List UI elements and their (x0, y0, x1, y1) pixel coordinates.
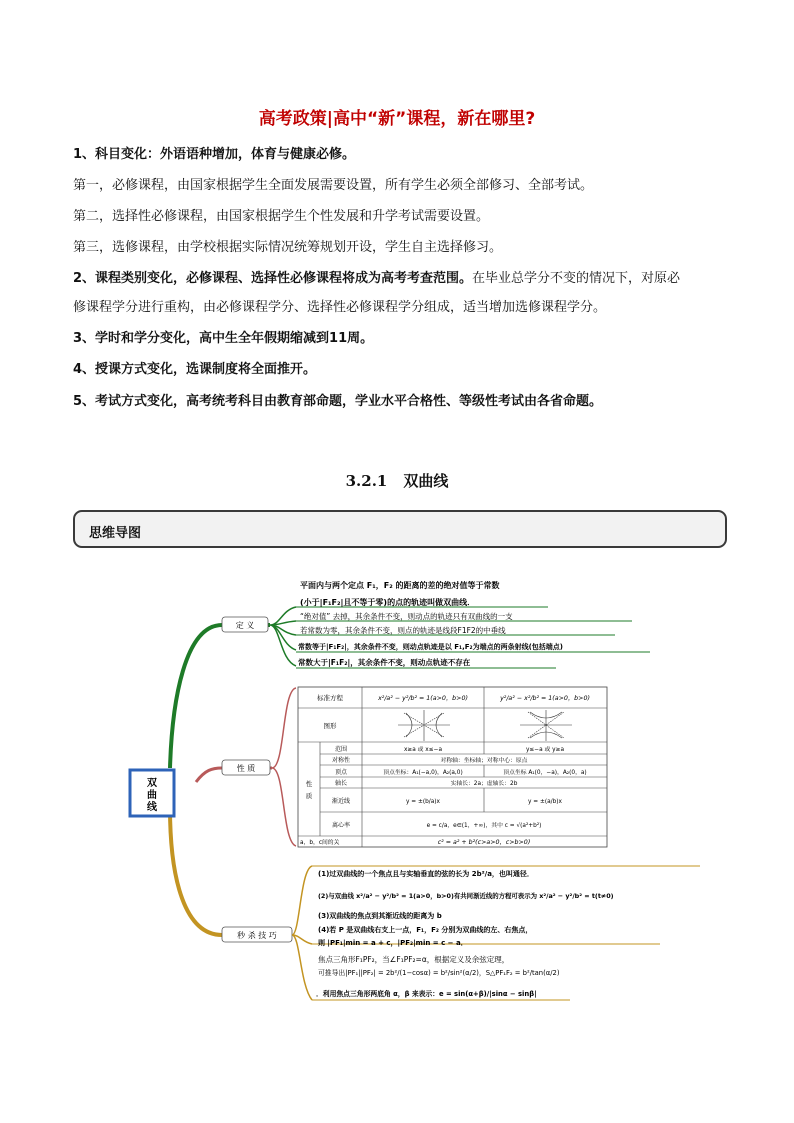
table-row-value-alt: 顶点坐标 A₁(0，−a)，A₂(0，a) (503, 770, 587, 776)
page-title: 高考政策|高中“新”课程，新在哪里? (258, 109, 536, 129)
table-eq1: x²/a² − y²/b² = 1(a>0，b>0) (378, 695, 468, 702)
skill-line-1: (1)过双曲线的一个焦点且与实轴垂直的弦的长为 2b²/a，也叫通径． (318, 870, 534, 878)
table-row-value: 对称轴：坐标轴；对称中心：原点 (440, 758, 528, 764)
skill-line-8: ．利用焦点三角形两底角 α，β 来表示：e = sin(α+β)/|sinα − sinβ| (316, 990, 537, 998)
paragraph-6-text: 修课程学分进行重构，由必修课程学分、选择性必修课程学分组成，适当增加选修课程学分。 (73, 300, 607, 315)
skill-line-5: 则 |PF₁|min = a + c，|PF₂|min = c − a． (318, 939, 468, 947)
center-node-char3: 线 (147, 802, 157, 813)
table-row-value-alt: y≤−a 或 y≥a (525, 747, 565, 753)
skill-line-4: (4)若 P 是双曲线右支上一点，F₁，F₂ 分别为双曲线的左、右焦点， (318, 926, 533, 934)
skill-line-7: 可推导出|PF₁||PF₂| = 2b²/(1−cosα) = b²/sin²(α/2)，S△PF₁F₂ = b²/tan(α/2) (318, 969, 560, 977)
center-node-char1: 双 (147, 778, 157, 789)
branch-skill-curve (170, 808, 290, 935)
def-line-2: (小于|F₁F₂|且不等于零)的点的轨迹叫做双曲线． (300, 598, 476, 607)
table-row-value: 实轴长：2a；虚轴长：2b (450, 781, 518, 787)
table-graph-label: 图形 (323, 722, 337, 730)
paragraph-5-rest: 在毕业总学分不变的情况下，对原必 (472, 271, 681, 286)
section-title: 双曲线 (403, 472, 449, 490)
skill-fan (292, 866, 312, 1000)
table-row-value: y = ±(b/a)x (406, 799, 440, 805)
branch-def-curve (170, 625, 270, 768)
prop-bracket (272, 688, 296, 846)
table-row-name: 顶点 (334, 769, 348, 776)
skill-line-6: 焦点三角形F₁PF₂，当∠F₁PF₂=α，根据定义及余弦定理， (318, 955, 510, 964)
table-row-name: 对称性 (331, 757, 351, 764)
def-line-4: 若常数为零，其余条件不变，则点的轨迹是线段F1F2的中垂线 (300, 626, 506, 635)
table-eq2: y²/a² − x²/b² = 1(a>0，b>0) (500, 695, 590, 702)
table-row-name: 轴长 (334, 780, 348, 787)
table-row-value: x≥a 或 x≤−a (403, 747, 443, 753)
paragraph-2-text: 第一，必修课程，由国家根据学生全面发展需要设置，所有学生必须全部修习、全部考试。 (73, 178, 594, 193)
table-row-name: 离心率 (331, 822, 351, 829)
table-last-val: c² = a² + b²(c>a>0，c>b>0) (437, 839, 531, 846)
table-row-value-alt: y = ±(a/b)x (528, 799, 562, 805)
section-number: 3.2.1 (345, 472, 388, 490)
paragraph-1-text: 1、科目变化：外语语种增加，体育与健康必修。 (73, 147, 356, 162)
def-line-6: 常数大于|F₁F₂|，其余条件不变，则动点轨迹不存在 (298, 658, 471, 667)
def-fan (270, 607, 296, 666)
table-side-label-char2: 质 (305, 792, 313, 800)
paragraph-7-text: 3、学时和学分变化，高中生全年假期缩减到11周。 (73, 331, 374, 346)
def-line-3: “绝对值” 去掉，其余条件不变，则动点的轨迹只有双曲线的一支 (300, 612, 513, 621)
table-side-label: 性 (305, 780, 313, 788)
branch-skill-label: 秒 杀 技 巧 (237, 931, 277, 940)
table-row-name: 渐近线 (331, 798, 351, 805)
table-row-value: e = c/a，e∈(1，+∞)，其中 c = √(a²+b²) (426, 823, 542, 829)
mindmap-header-label: 思维导图 (89, 526, 142, 541)
paragraph-8-text: 4、授课方式变化，选课制度将全面推开。 (73, 362, 317, 377)
table-last-name: a，b，c间的关 (300, 840, 340, 846)
def-line-1: 平面内与两个定点 F₁，F₂ 的距离的差的绝对值等于常数 (300, 581, 500, 590)
skill-line-3: (3)双曲线的焦点到其渐近线的距离为 b (318, 912, 442, 920)
paragraph-9-text: 5、考试方式变化，高考统考科目由教育部命题，学业水平合格性、等级性考试由各省命题。 (73, 394, 603, 409)
def-line-5: 常数等于|F₁F₂|，其余条件不变，则动点轨迹是以 F₁,F₂为端点的两条射线(包括端点) (298, 643, 563, 651)
paragraph-4-text: 第三，选修课程，由学校根据实际情况统筹规划开设，学生自主选择修习。 (73, 240, 503, 255)
branch-prop-label: 性 质 (236, 764, 256, 773)
paragraph-3-text: 第二，选择性必修课程，由国家根据学生个性发展和升学考试需要设置。 (73, 209, 490, 224)
skill-line-2: (2)与双曲线 x²/a² − y²/b² = 1(a>0，b>0)有共同渐近线的方程可表示为 x²/a² − y²/b² = t(t≠0) (318, 892, 614, 900)
branch-def-label: 定 义 (235, 621, 255, 630)
table-row-value: 顶点坐标：A₁(−a,0)，A₂(a,0) (383, 770, 463, 776)
paragraph-5-text: 2、课程类别变化，必修课程、选择性必修课程将成为高考考查范围。 (73, 271, 473, 286)
table-std-label: 标准方程 (317, 694, 343, 702)
center-node-char2: 曲 (147, 790, 157, 801)
table-row-name: 范围 (334, 746, 348, 753)
